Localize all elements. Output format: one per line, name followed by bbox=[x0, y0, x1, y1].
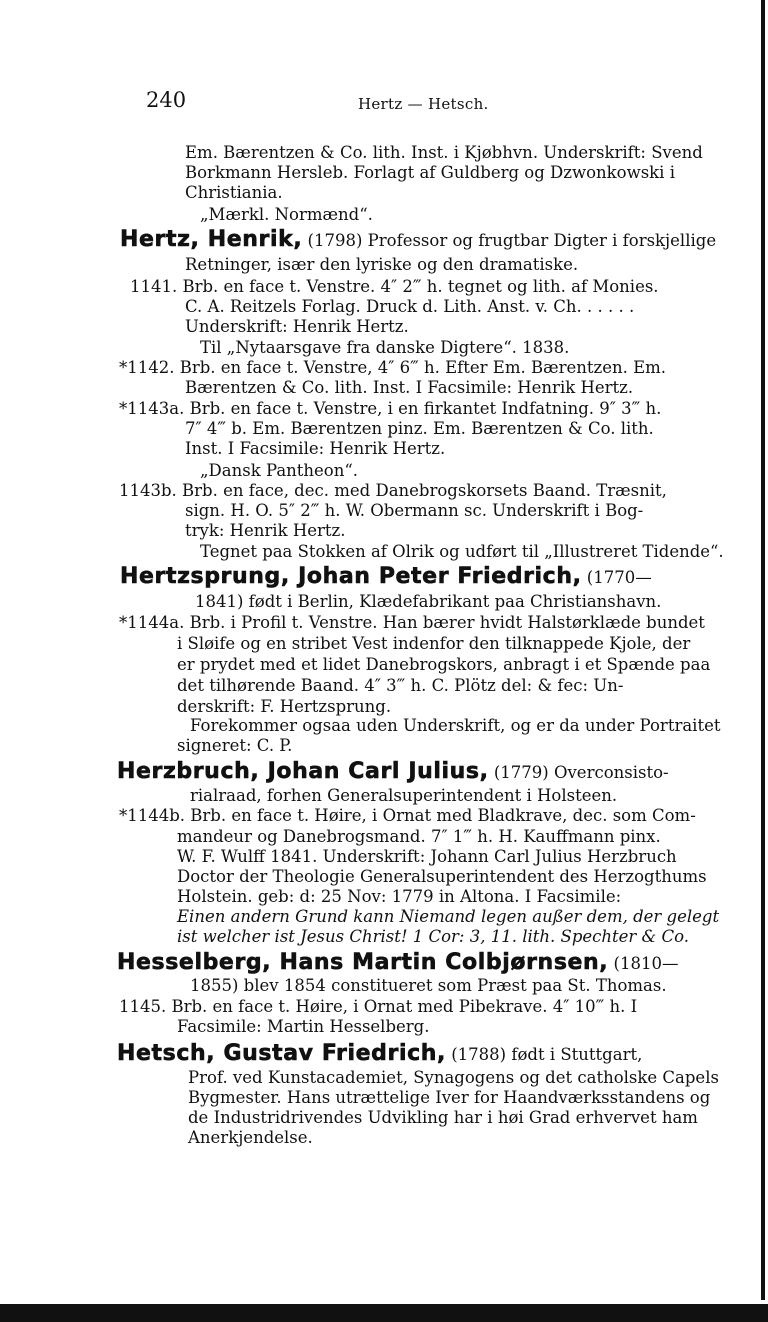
text-line: er prydet med et lidet Danebrogskors, anbragt i et Spænde paa bbox=[177, 655, 711, 674]
text-line: 1841) født i Berlin, Klædefabrikant paa Christianshavn. bbox=[195, 592, 662, 611]
person-name: Hertz, Henrik, bbox=[120, 227, 303, 252]
person-name: Hertzsprung, Johan Peter Friedrich, bbox=[120, 564, 582, 589]
entry-intro: (1798) Professor og frugtbar Digter i forskjellige bbox=[307, 231, 717, 250]
text-line: Bærentzen & Co. lith. Inst. I Facsimile: Henrik Hertz. bbox=[185, 378, 634, 397]
catalogue-entry: *1143a. Brb. en face t. Venstre, i en firkantet Indfatning. 9″ 3‴ h. bbox=[119, 399, 662, 418]
catalogue-entry: *1144a. Brb. i Profil t. Venstre. Han bærer hvidt Halstørklæde bundet bbox=[119, 613, 705, 632]
page-edge-bottom bbox=[0, 1304, 768, 1322]
entry-heading-hertzsprung bbox=[120, 564, 652, 589]
text-line: tryk: Henrik Hertz. bbox=[185, 521, 346, 540]
entry-intro: (1810— bbox=[613, 954, 679, 973]
text-line: signeret: C. P. bbox=[177, 736, 293, 755]
person-name: Hesselberg, Hans Martin Colbjørnsen, bbox=[117, 950, 609, 975]
text-line: de Industridrivendes Udvikling har i høi Grad erhvervet ham bbox=[188, 1108, 698, 1127]
text-line: 1855) blev 1854 constitueret som Præst paa St. Thomas. bbox=[190, 976, 667, 995]
text-line: Inst. I Facsimile: Henrik Hertz. bbox=[185, 439, 446, 458]
catalogue-entry: 1143b. Brb. en face, dec. med Danebrogskorsets Baand. Træsnit, bbox=[119, 481, 667, 500]
text-line: Facsimile: Martin Hesselberg. bbox=[177, 1017, 430, 1036]
entry-heading-hertz bbox=[120, 227, 717, 252]
text-line: Em. Bærentzen & Co. lith. Inst. i Kjøbhvn. Underskrift: Svend bbox=[185, 143, 703, 162]
person-name: Hetsch, Gustav Friedrich, bbox=[117, 1041, 446, 1066]
entry-heading-hesselberg bbox=[117, 950, 679, 975]
text-line: „Mærkl. Normænd“. bbox=[200, 205, 373, 224]
text-line: Tegnet paa Stokken af Olrik og udført til „Illustreret Tidende“. bbox=[200, 542, 724, 561]
catalogue-entry: 1141. Brb. en face t. Venstre. 4″ 2‴ h. tegnet og lith. af Monies. bbox=[130, 277, 659, 296]
text-line: C. A. Reitzels Forlag. Druck d. Lith. Anst. v. Ch. . . . . . bbox=[185, 297, 635, 316]
running-head: Hertz — Hetsch. bbox=[358, 95, 489, 113]
entry-intro: (1779) Overconsisto- bbox=[493, 763, 669, 782]
person-name: Herzbruch, Johan Carl Julius, bbox=[117, 759, 489, 784]
text-line: sign. H. O. 5″ 2‴ h. W. Obermann sc. Underskrift i Bog- bbox=[185, 501, 644, 520]
text-line: Borkmann Hersleb. Forlagt af Guldberg og Dzwonkowski i bbox=[185, 163, 675, 182]
text-line: mandeur og Danebrogsmand. 7″ 1‴ h. H. Kauffmann pinx. bbox=[177, 827, 661, 846]
text-line: Einen andern Grund kann Niemand legen außer dem, der gelegt bbox=[177, 907, 720, 926]
text-line: Christiania. bbox=[185, 183, 283, 202]
text-line: Retninger, især den lyriske og den dramatiske. bbox=[185, 255, 579, 274]
text-line: 7″ 4‴ b. Em. Bærentzen pinz. Em. Bærentzen & Co. lith. bbox=[185, 419, 654, 438]
text-line: Doctor der Theologie Generalsuperintendent des Herzogthums bbox=[177, 867, 707, 886]
text-line: „Dansk Pantheon“. bbox=[200, 461, 359, 480]
page-edge-right bbox=[761, 0, 765, 1300]
text-line: det tilhørende Baand. 4″ 3‴ h. C. Plötz del: & fec: Un- bbox=[177, 676, 624, 695]
text-line: Anerkjendelse. bbox=[188, 1128, 313, 1147]
text-line: Holstein. geb: d: 25 Nov: 1779 in Altona. I Facsimile: bbox=[177, 887, 622, 906]
text-line: i Sløife og en stribet Vest indenfor den tilknappede Kjole, der bbox=[177, 634, 691, 653]
text-line: Underskrift: Henrik Hertz. bbox=[185, 317, 409, 336]
catalogue-entry: *1144b. Brb. en face t. Høire, i Ornat med Bladkrave, dec. som Com- bbox=[119, 806, 696, 825]
text-line: Prof. ved Kunstacademiet, Synagogens og det catholske Capels bbox=[188, 1068, 719, 1087]
text-line: W. F. Wulff 1841. Underskrift: Johann Carl Julius Herzbruch bbox=[177, 847, 677, 866]
entry-intro: (1788) født i Stuttgart, bbox=[451, 1045, 643, 1064]
text-line: derskrift: F. Hertzsprung. bbox=[177, 697, 392, 716]
text-line: Til „Nytaarsgave fra danske Digtere“. 1838. bbox=[200, 338, 570, 357]
text-line: rialraad, forhen Generalsuperintendent i Holsteen. bbox=[190, 786, 618, 805]
entry-intro: (1770— bbox=[586, 568, 652, 587]
text-line: ist welcher ist Jesus Christ! 1 Cor: 3, 11. lith. Spechter & Co. bbox=[177, 927, 689, 946]
page-number: 240 bbox=[146, 88, 187, 112]
catalogue-entry: *1142. Brb. en face t. Venstre, 4″ 6‴ h. Efter Em. Bærentzen. Em. bbox=[119, 358, 667, 377]
catalogue-entry: 1145. Brb. en face t. Høire, i Ornat med Pibekrave. 4″ 10‴ h. I bbox=[119, 997, 638, 1016]
entry-heading-herzbruch bbox=[117, 759, 669, 784]
text-line: Forekommer ogsaa uden Underskrift, og er da under Portraitet bbox=[190, 716, 721, 735]
entry-heading-hetsch bbox=[117, 1041, 643, 1066]
text-line: Bygmester. Hans utrættelige Iver for Haandværksstandens og bbox=[188, 1088, 711, 1107]
